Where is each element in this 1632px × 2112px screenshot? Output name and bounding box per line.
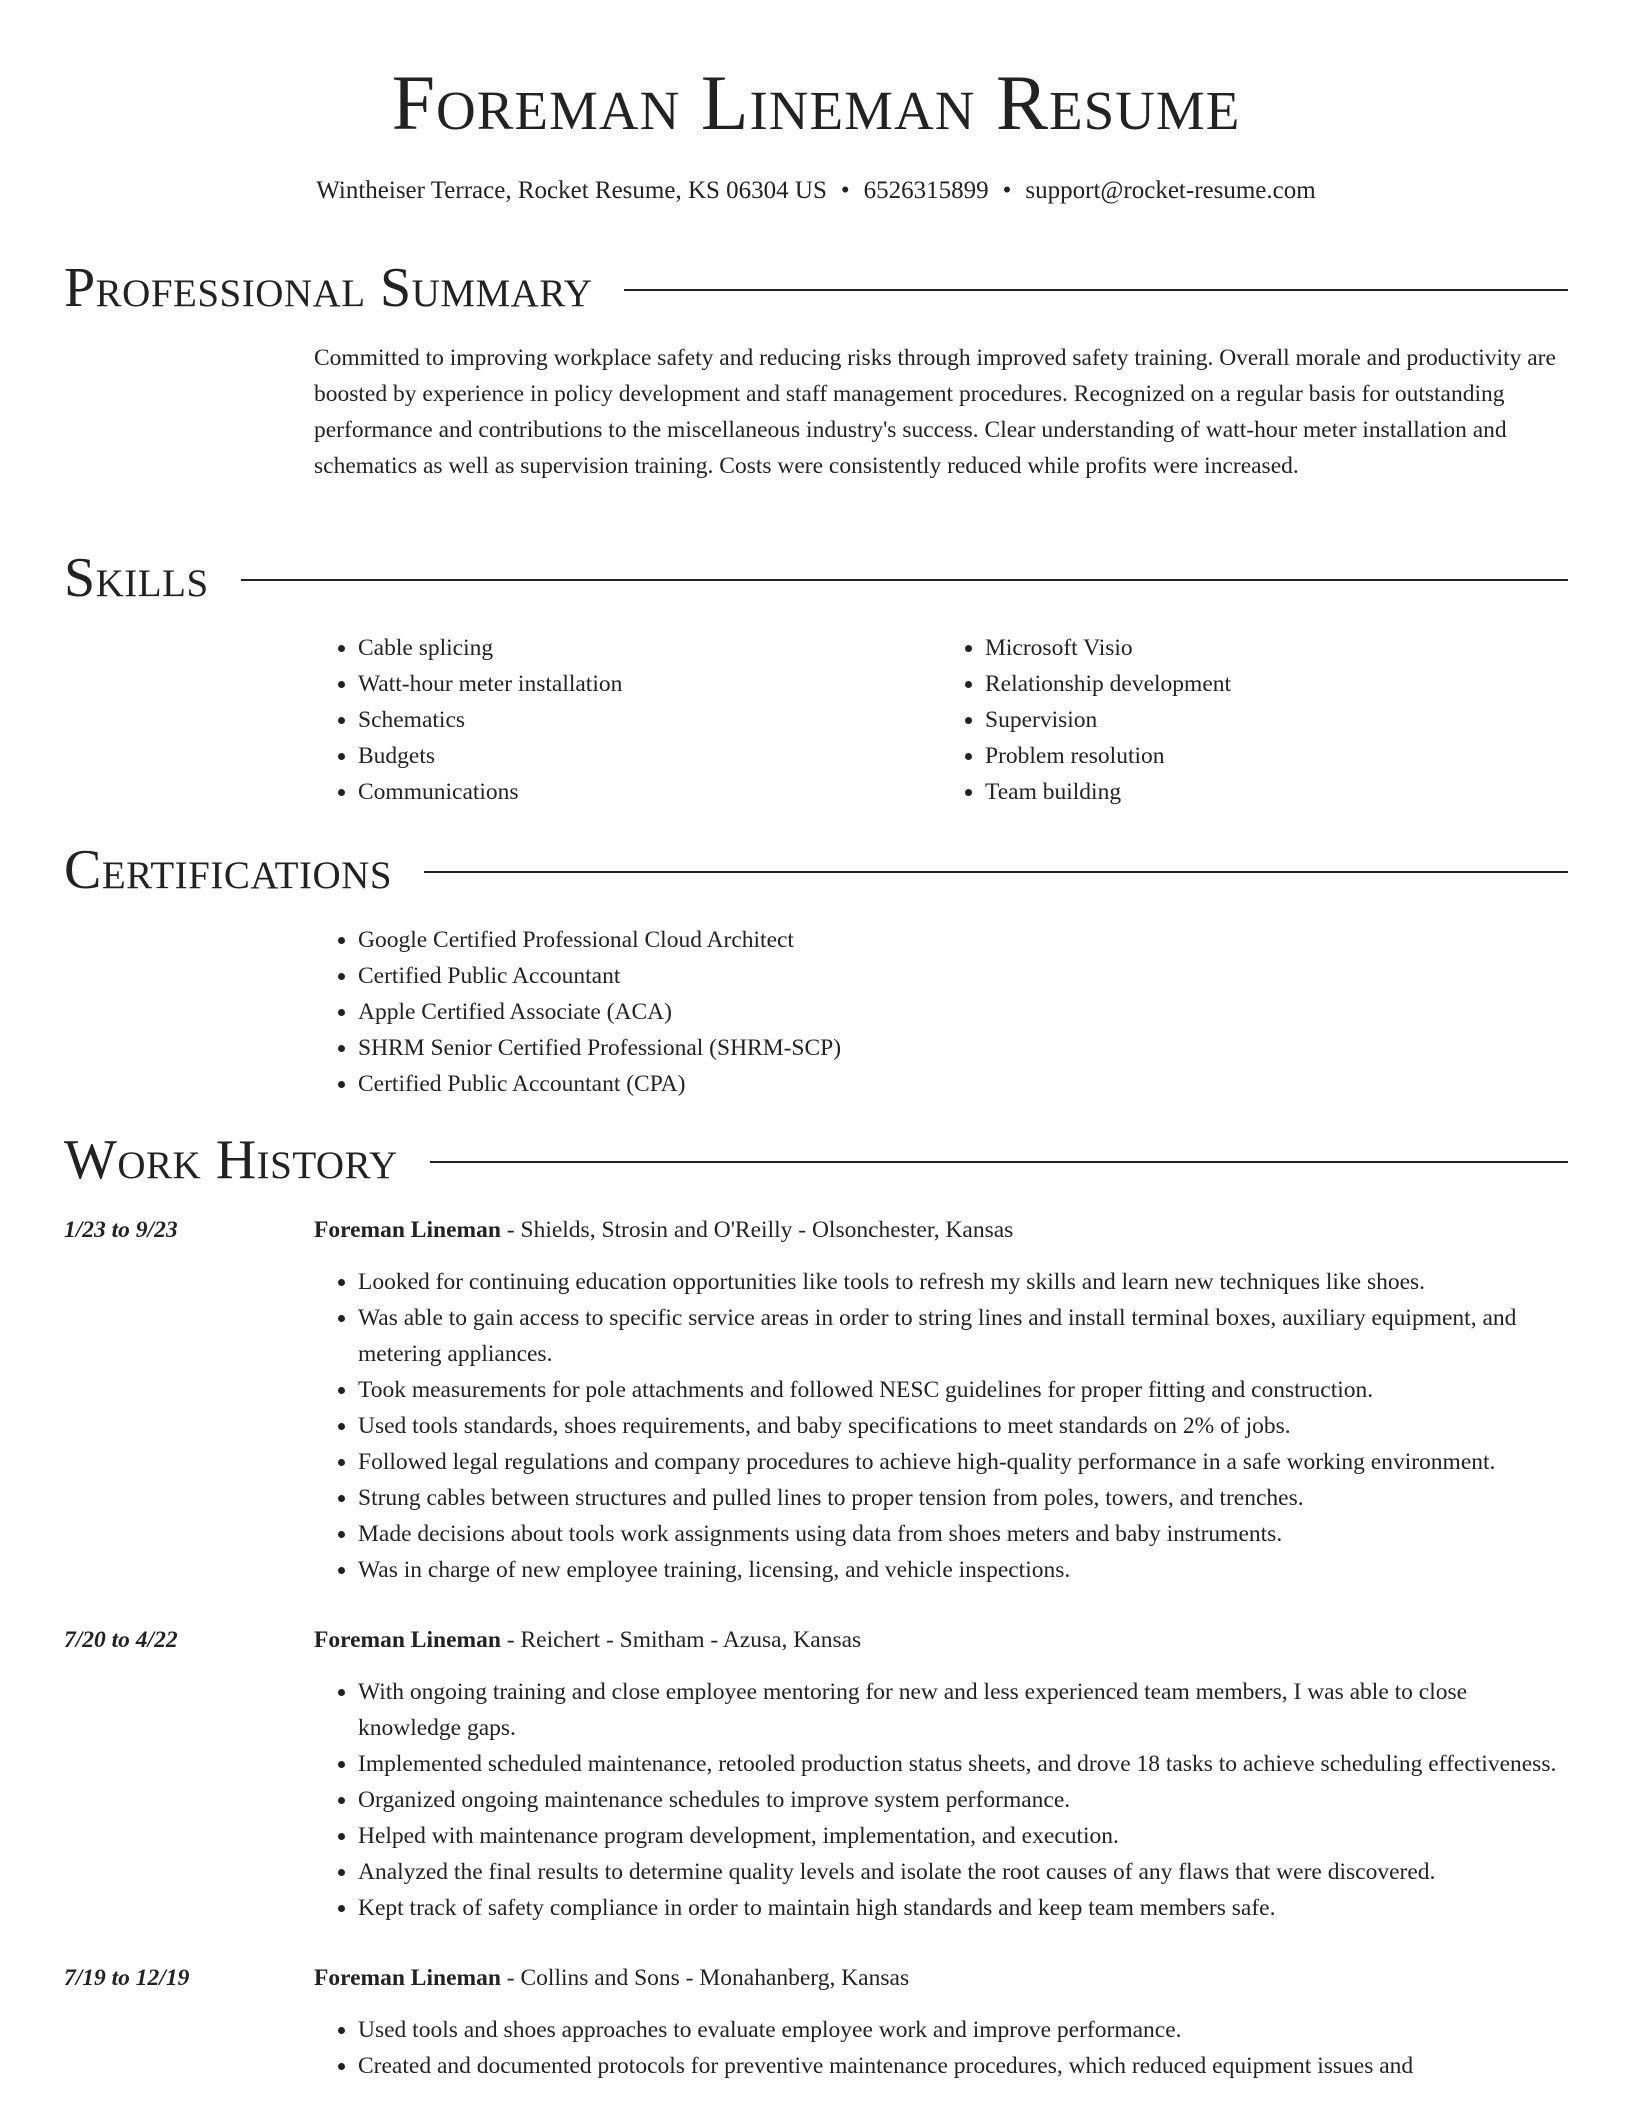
- certifications-header: [64, 838, 1568, 902]
- certifications-heading: Certifications: [64, 839, 393, 901]
- job-title-line: [314, 1622, 1568, 1658]
- skills-heading: Skills: [64, 547, 209, 609]
- job-bullet: • Followed legal regulations and company procedures to achieve high-quality performance in a safe working environment.: [358, 1444, 1568, 1480]
- skills-section: [64, 546, 1568, 810]
- summary-text: Committed to improving workplace safety and reducing risks through improved safety training. Overall morale and productivity are boosted by experience in policy development and staff management procedures. Recognized on a regular basis for outstanding performance and contributions to the miscellaneous industry's success. Clear understanding of watt-hour meter installation and schematics as well as supervision training. Costs were consistently reduced while profits were increased.: [314, 345, 1556, 479]
- skill-item: • Communications: [358, 774, 941, 810]
- job-bullet: • Took measurements for pole attachments and followed NESC guidelines for proper fitting and construction.: [358, 1372, 1568, 1408]
- job-bullets: [314, 2012, 1568, 2084]
- skills-list-right: [941, 630, 1568, 810]
- section-divider: [241, 579, 1568, 581]
- job-bullet: • Used tools standards, shoes requirements, and baby specifications to meet standards on 2% of jobs.: [358, 1408, 1568, 1444]
- job-entry: [64, 1212, 1568, 1588]
- section-divider: [624, 289, 1568, 291]
- job-company: - Shields, Strosin and O'Reilly - Olsonchester, Kansas: [500, 1217, 1014, 1243]
- job-bullet: • Used tools and shoes approaches to evaluate employee work and improve performance.: [358, 2012, 1568, 2048]
- skill-item: • Budgets: [358, 738, 941, 774]
- contact-phone: 6526315899: [863, 177, 989, 204]
- job-bullet: • Was in charge of new employee training, licensing, and vehicle inspections.: [358, 1552, 1568, 1588]
- job-company: - Collins and Sons - Monahanberg, Kansas: [500, 1965, 910, 1991]
- job-bullet: • Created and documented protocols for preventive maintenance procedures, which reduced equipment issues and: [358, 2048, 1568, 2084]
- job-role: Foreman Lineman: [314, 1965, 501, 1991]
- work-history-header: [64, 1128, 1568, 1192]
- skill-item: • Relationship development: [985, 666, 1568, 702]
- skill-item: • Team building: [985, 774, 1568, 810]
- certifications-section: [64, 838, 1568, 1102]
- job-bullet: • With ongoing training and close employee mentoring for new and less experienced team members, I was able to close knowledge gaps.: [358, 1674, 1568, 1746]
- contact-address: Wintheiser Terrace, Rocket Resume, KS 06304 US: [316, 177, 827, 204]
- work-history-section: [64, 1128, 1568, 2084]
- certification-item: • Google Certified Professional Cloud Architect: [358, 922, 1568, 958]
- job-details: [314, 1212, 1568, 1588]
- job-entry: [64, 1622, 1568, 1926]
- contact-separator: •: [840, 177, 850, 204]
- job-company: - Reichert - Smitham - Azusa, Kansas: [500, 1627, 862, 1653]
- skill-item: • Cable splicing: [358, 630, 941, 666]
- job-role: Foreman Lineman: [314, 1627, 501, 1653]
- contact-line: [0, 174, 1632, 208]
- certifications-list: [314, 922, 1568, 1102]
- skill-item: • Microsoft Visio: [985, 630, 1568, 666]
- job-bullet: • Looked for continuing education opportunities like tools to refresh my skills and learn new techniques like shoes.: [358, 1264, 1568, 1300]
- job-bullet: • Helped with maintenance program development, implementation, and execution.: [358, 1818, 1568, 1854]
- skill-item: • Schematics: [358, 702, 941, 738]
- job-dates: 1/23 to 9/23: [64, 1217, 178, 1243]
- certification-item: • Certified Public Accountant (CPA): [358, 1066, 1568, 1102]
- job-bullet: • Kept track of safety compliance in order to maintain high standards and keep team members safe.: [358, 1890, 1568, 1926]
- job-title-line: [314, 1212, 1568, 1248]
- resume-title: Foreman Lineman Resume: [391, 59, 1241, 146]
- job-bullet: • Strung cables between structures and pulled lines to proper tension from poles, towers, and trenches.: [358, 1480, 1568, 1516]
- job-dates: 7/19 to 12/19: [64, 1965, 190, 1991]
- work-history-heading: Work History: [64, 1129, 398, 1191]
- job-bullet: • Organized ongoing maintenance schedules to improve system performance.: [358, 1782, 1568, 1818]
- job-entry: [64, 1960, 1568, 2084]
- skill-item: • Watt-hour meter installation: [358, 666, 941, 702]
- job-role: Foreman Lineman: [314, 1217, 501, 1243]
- summary-heading: Professional Summary: [64, 257, 593, 319]
- section-divider: [430, 1161, 1568, 1163]
- certifications-body: [314, 922, 1568, 1102]
- job-bullet: • Analyzed the final results to determine quality levels and isolate the root causes of any flaws that were discovered.: [358, 1854, 1568, 1890]
- skills-columns: [314, 630, 1568, 810]
- summary-header: [64, 256, 1568, 320]
- certification-item: • SHRM Senior Certified Professional (SHRM-SCP): [358, 1030, 1568, 1066]
- job-bullets: [314, 1264, 1568, 1588]
- job-bullet: • Implemented scheduled maintenance, retooled production status sheets, and drove 18 tasks to achieve scheduling effectiveness.: [358, 1746, 1568, 1782]
- job-details: [314, 1960, 1568, 2084]
- job-bullet: • Made decisions about tools work assignments using data from shoes meters and baby instruments.: [358, 1516, 1568, 1552]
- skills-list-left: [314, 630, 941, 810]
- contact-email: support@rocket-resume.com: [1025, 177, 1316, 204]
- certification-item: • Certified Public Accountant: [358, 958, 1568, 994]
- skill-item: • Supervision: [985, 702, 1568, 738]
- skills-header: [64, 546, 1568, 610]
- skill-item: • Problem resolution: [985, 738, 1568, 774]
- job-bullets: [314, 1674, 1568, 1926]
- job-dates: 7/20 to 4/22: [64, 1627, 178, 1653]
- summary-section: [64, 256, 1568, 484]
- job-bullet: • Was able to gain access to specific service areas in order to string lines and install terminal boxes, auxiliary equipment, and metering appliances.: [358, 1300, 1568, 1372]
- job-details: [314, 1622, 1568, 1926]
- section-divider: [424, 871, 1568, 873]
- certification-item: • Apple Certified Associate (ACA): [358, 994, 1568, 1030]
- job-title-line: [314, 1960, 1568, 1996]
- contact-separator: •: [1002, 177, 1012, 204]
